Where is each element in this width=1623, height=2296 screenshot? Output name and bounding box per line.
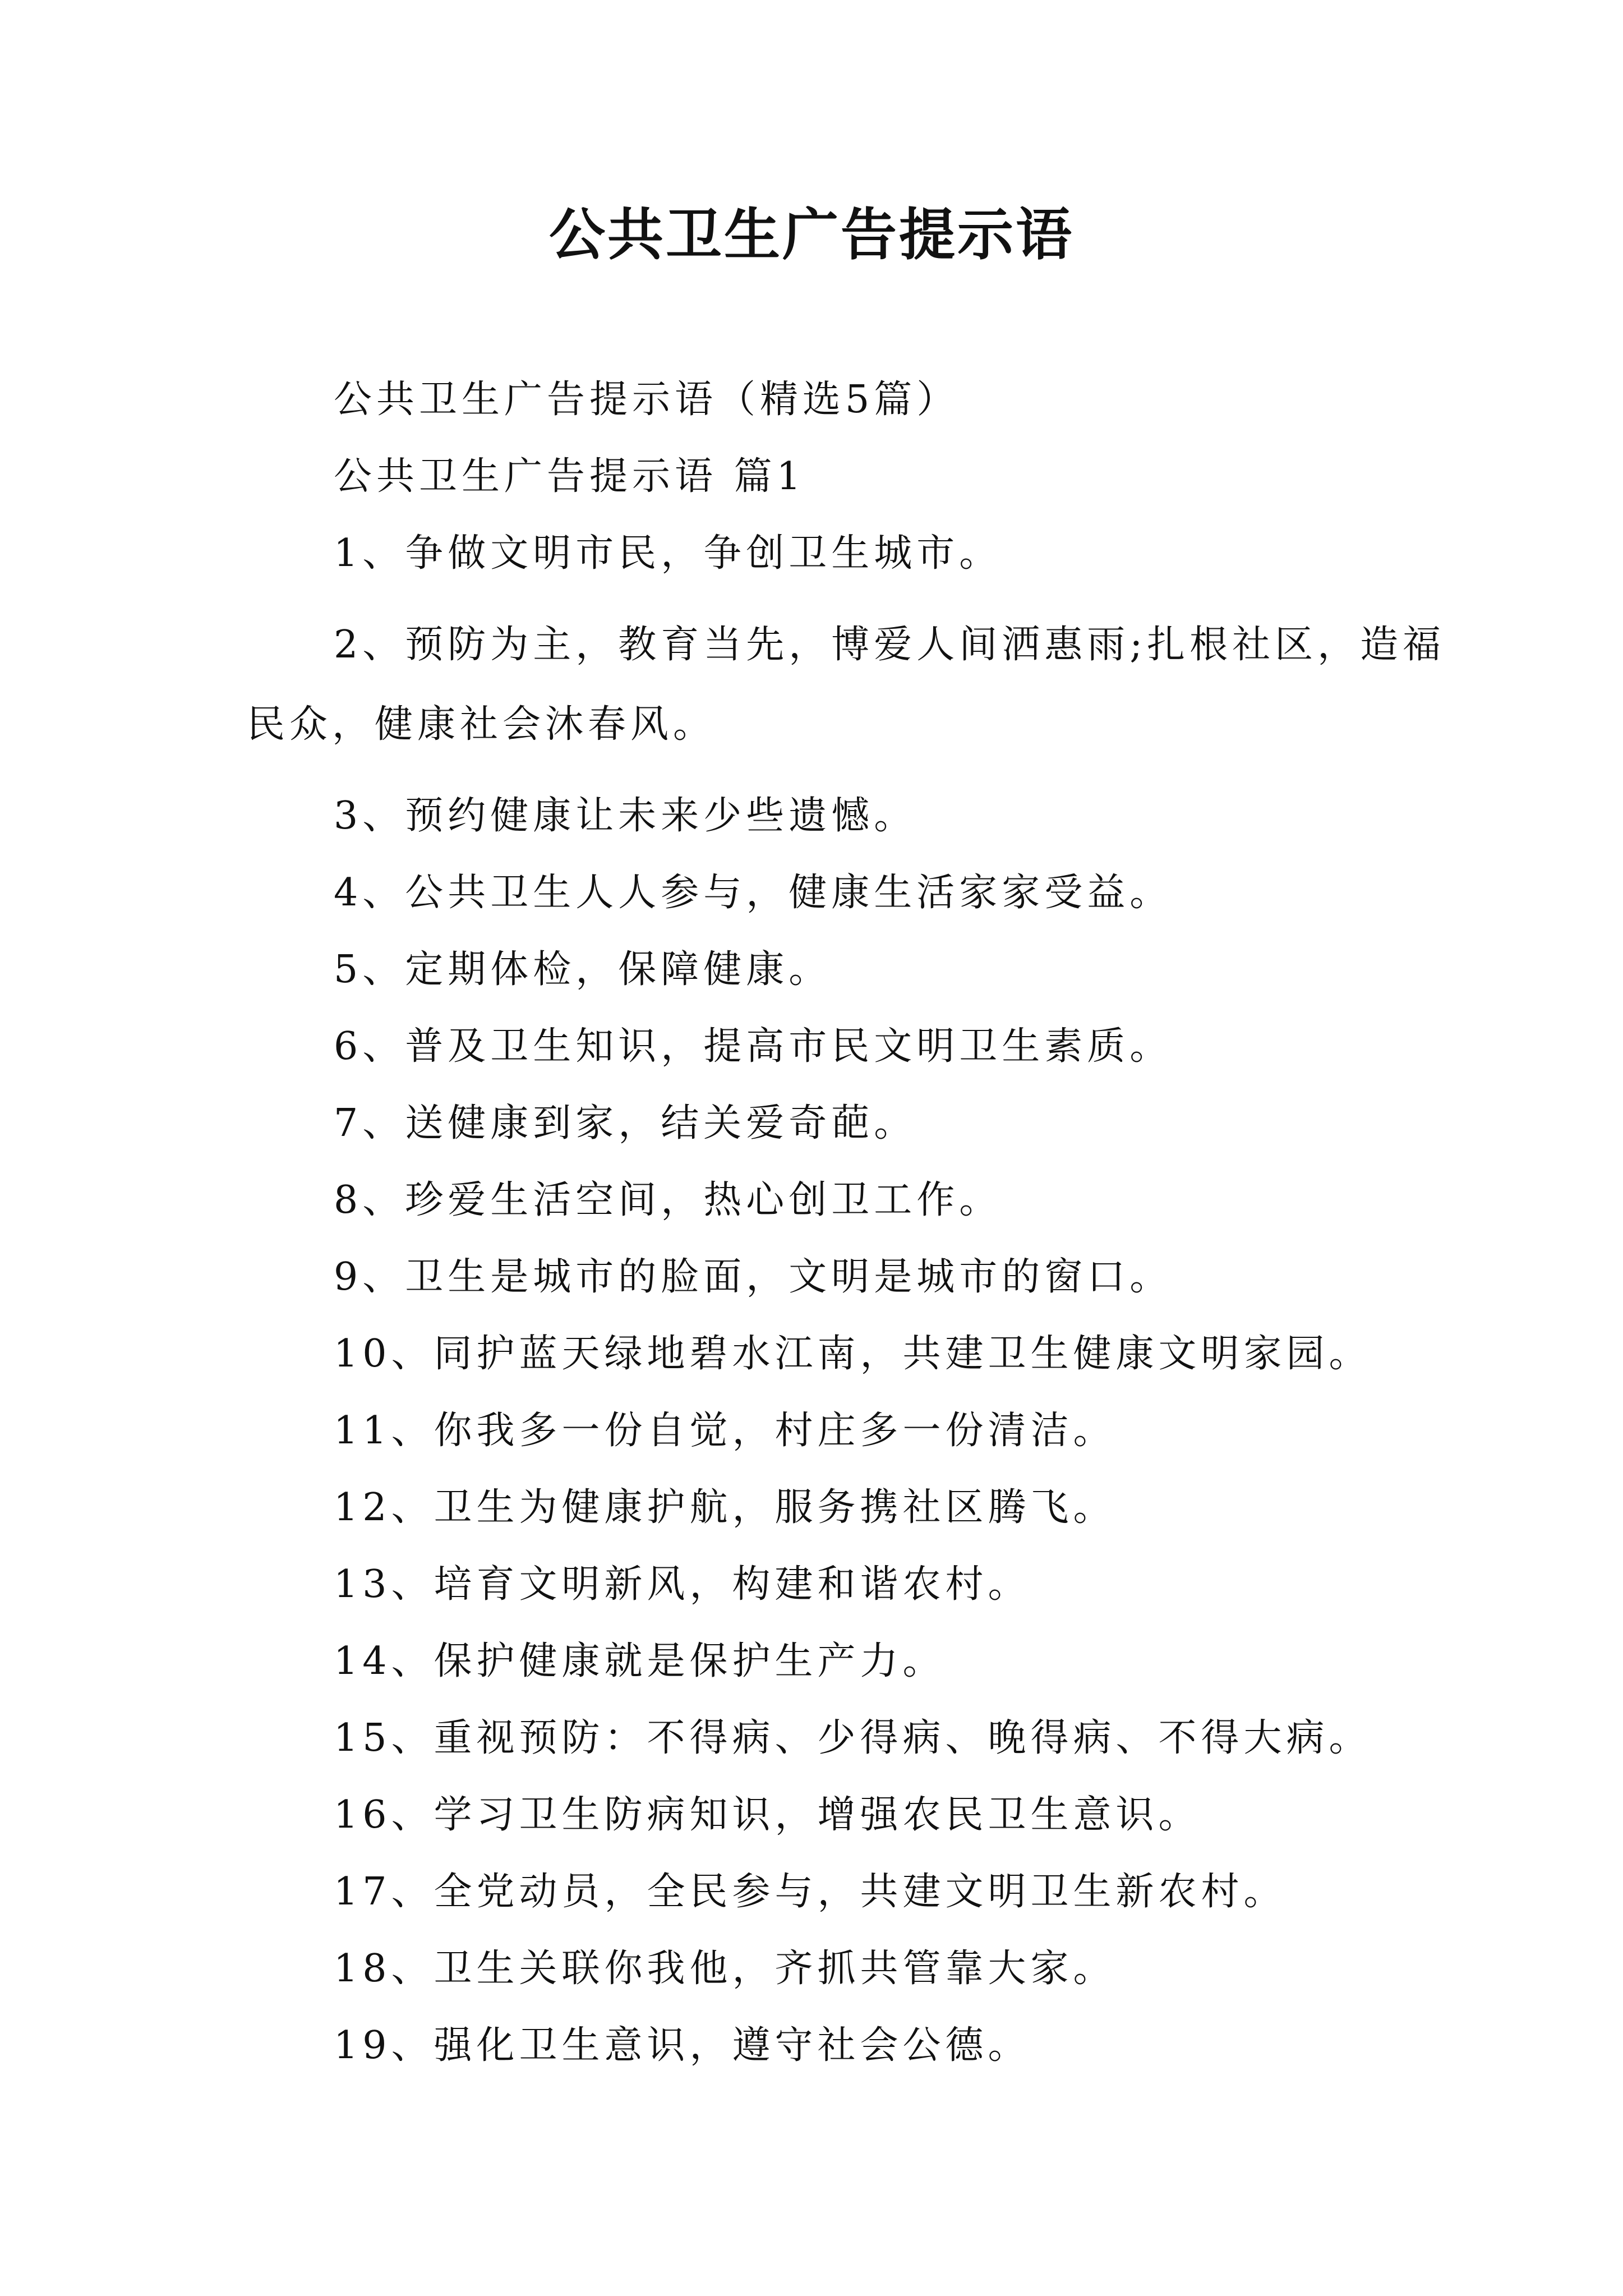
slogan-item: 5、定期体检，保障健康。 xyxy=(334,947,832,992)
slogan-item: 2、预防为主，教育当先，博爱人间洒惠雨;扎根社区，造福民众，健康社会沐春风。 xyxy=(247,623,1446,747)
slogan-item: 10、同护蓝天绿地碧水江南，共建卫生健康文明家园。 xyxy=(334,1332,1372,1376)
slogan-item: 12、卫生为健康护航，服务携社区腾飞。 xyxy=(334,1485,1116,1530)
paragraph-section-heading: 公共卫生广告提示语 篇1 xyxy=(334,454,805,499)
slogan-item: 6、普及卫生知识，提高市民文明卫生素质。 xyxy=(334,1024,1173,1069)
slogan-item: 3、预约健康让未来少些遗憾。 xyxy=(334,794,917,838)
slogan-item: 1、争做文明市民，争创卫生城市。 xyxy=(334,531,1002,576)
slogan-item: 17、全党动员，全民参与，共建文明卫生新农村。 xyxy=(334,1870,1287,1914)
slogan-item: 7、送健康到家，结关爱奇葩。 xyxy=(334,1101,917,1145)
paragraph-subtitle: 公共卫生广告提示语（精选5篇） xyxy=(334,378,960,422)
slogan-item: 15、重视预防：不得病、少得病、晚得病、不得大病。 xyxy=(334,1716,1372,1760)
slogan-item: 9、卫生是城市的脸面，文明是城市的窗口。 xyxy=(334,1255,1173,1299)
slogan-item: 19、强化卫生意识，遵守社会公德。 xyxy=(334,2023,1031,2068)
document-title: 公共卫生广告提示语 xyxy=(549,201,1074,268)
slogan-item: 13、培育文明新风，构建和谐农村。 xyxy=(334,1562,1031,1607)
slogan-item: 8、珍爱生活空间，热心创卫工作。 xyxy=(334,1178,1002,1222)
slogan-item: 16、学习卫生防病知识，增强农民卫生意识。 xyxy=(334,1793,1201,1837)
slogan-item: 18、卫生关联你我他，齐抓共管靠大家。 xyxy=(334,1947,1116,1991)
slogan-item: 14、保护健康就是保护生产力。 xyxy=(334,1639,946,1683)
slogan-item: 11、你我多一份自觉，村庄多一份清洁。 xyxy=(334,1409,1116,1453)
document-body xyxy=(0,375,1623,2071)
slogan-item: 4、公共卫生人人参与，健康生活家家受益。 xyxy=(334,871,1173,915)
